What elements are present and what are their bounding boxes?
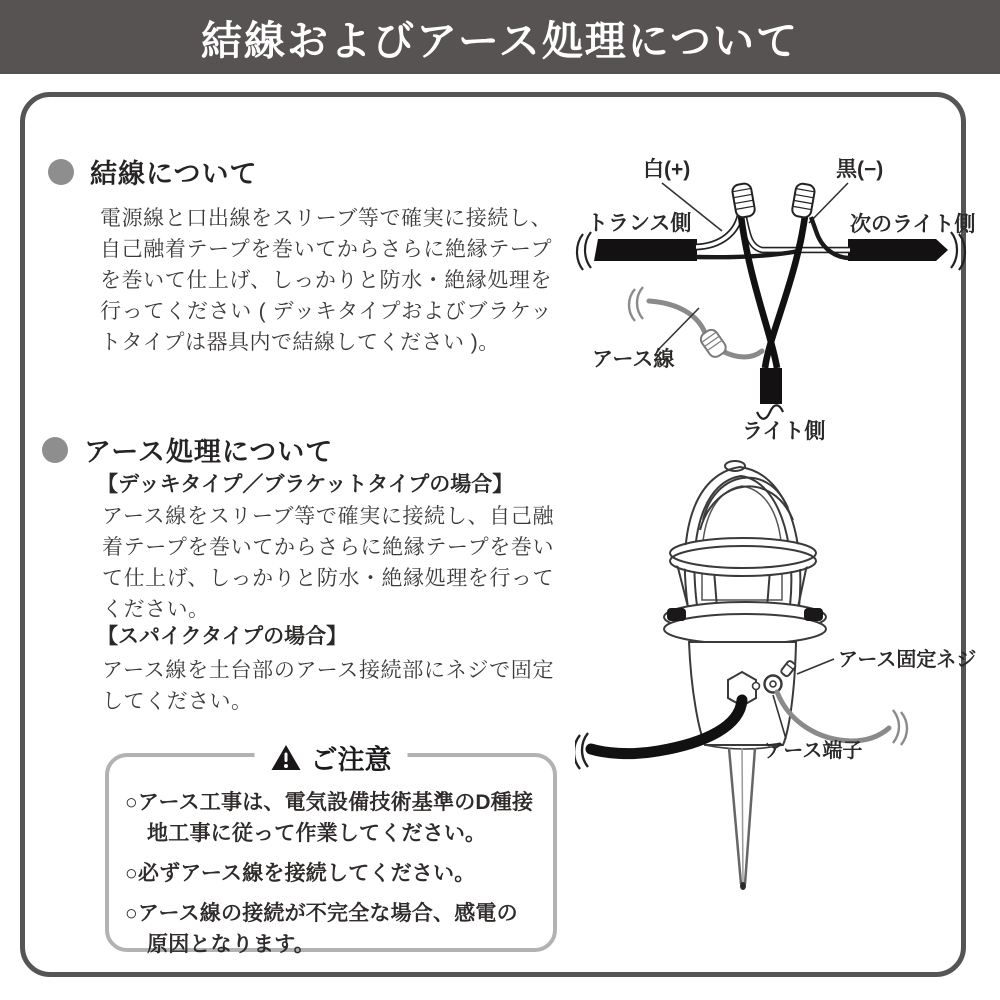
bullet-circle-icon bbox=[42, 437, 68, 463]
label-earth-screw: アース固定ネジ bbox=[838, 649, 977, 671]
cage-ring bbox=[669, 538, 817, 576]
page-header bbox=[0, 0, 1000, 74]
caution-item-marker: ○ bbox=[125, 791, 138, 814]
earth-case1-title: 【デッキタイプ／ブラケットタイプの場合】 bbox=[97, 473, 514, 496]
caution-title bbox=[255, 738, 408, 777]
transformer-cable bbox=[577, 232, 697, 270]
page-title: 結線およびアース処理について bbox=[201, 17, 799, 64]
sleeve-connector bbox=[731, 183, 755, 219]
label-earth-wire: アース線 bbox=[592, 348, 675, 371]
caution-item bbox=[125, 858, 537, 889]
label-next-light-side: 次のライト側 bbox=[850, 213, 976, 236]
lamp-flange bbox=[664, 602, 826, 644]
earth-case2-title: 【スパイクタイプの場合】 bbox=[97, 625, 348, 648]
caution-title-text: ご注意 bbox=[310, 745, 392, 775]
caution-item-text: アース線の接続が不完全な場合、感電の原因となります。 bbox=[137, 902, 518, 956]
label-black-minus: 黒(−) bbox=[836, 158, 884, 181]
earth-case1-body: アース線をスリーブ等で確実に接続し、自己融着テープを巻いてからさらに絶縁テープを巻いて仕上げ、しっかりと防水・絶縁処理を行ってください。 bbox=[102, 505, 554, 621]
earth-wire bbox=[777, 692, 907, 745]
caution-item-text: 必ずアース線を接続してください。 bbox=[137, 862, 476, 885]
label-transformer-side: トランス側 bbox=[587, 212, 692, 235]
label-white-plus: 白(+) bbox=[643, 158, 691, 181]
caution-box bbox=[105, 745, 557, 956]
leader-line bbox=[657, 308, 699, 351]
caution-item-marker: ○ bbox=[125, 862, 138, 885]
spike-light-diagram bbox=[575, 450, 995, 975]
label-light-side: ライト側 bbox=[742, 420, 826, 443]
section-earth-title: アース処理について bbox=[84, 437, 334, 467]
section-wiring-body: 電源線と口出線をスリーブ等で確実に接続し、自己融着テープを巻いてからさらに絶縁テープを巻いて仕上げ、しっかりと防水・絶縁処理を行ってください ( デッキタイプおよびブラケットタイプは器具内で結線してください )。 bbox=[100, 207, 552, 354]
section-wiring-header bbox=[48, 152, 257, 191]
wiring-diagram bbox=[575, 140, 985, 460]
section-earth-header bbox=[42, 430, 333, 469]
label-earth-terminal: アース端子 bbox=[764, 740, 863, 762]
bullet-circle-icon bbox=[48, 159, 74, 185]
caution-item-text: アース工事は、電気設備技術基準のD種接地工事に従って作業してください。 bbox=[137, 791, 534, 845]
next-light-cable bbox=[848, 232, 965, 270]
sleeve-connector bbox=[791, 183, 815, 219]
ground-spike bbox=[729, 748, 755, 890]
section-wiring-title: 結線について bbox=[90, 159, 258, 189]
earth-case2-body: アース線を土台部のアース接続部にネジで固定してください。 bbox=[102, 659, 554, 713]
light-side-cable bbox=[757, 368, 783, 419]
caution-item bbox=[125, 787, 537, 849]
caution-item-marker: ○ bbox=[125, 902, 138, 925]
caution-item bbox=[125, 898, 537, 960]
warning-triangle-icon bbox=[271, 744, 302, 772]
leader-line bbox=[797, 659, 834, 674]
